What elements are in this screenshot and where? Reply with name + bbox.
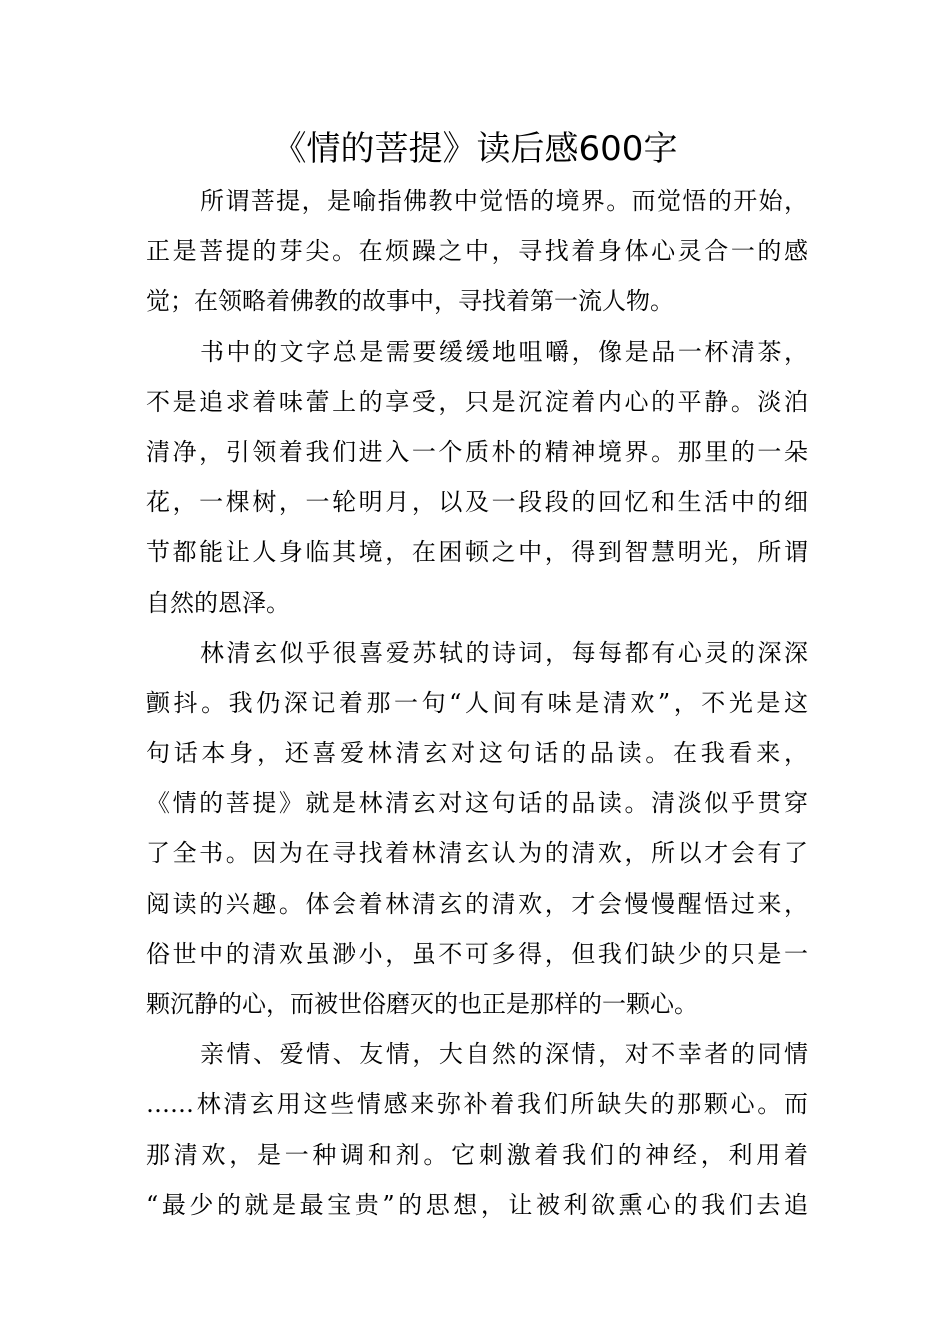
text-line: 颗沉静的心，而被世俗磨灭的也正是那样的一颗心。 <box>146 990 698 1018</box>
text-line: 自然的恩泽。 <box>146 588 290 617</box>
text-line: 节都能让人身临其境，在困顿之中，得到智慧明光，所谓 <box>146 538 808 567</box>
text-line: 《情的菩提》就是林清玄对这句话的品读。清淡似乎贯穿 <box>146 789 808 818</box>
text-line: 清净，引领着我们进入一个质朴的精神境界。那里的一朵 <box>146 437 808 466</box>
text-line: 觉；在领略着佛教的故事中，寻找着第一流人物。 <box>146 287 674 316</box>
text-line: 书中的文字总是需要缓缓地咀嚼，像是品一杯清茶， <box>200 337 808 366</box>
text-line: 句话本身，还喜爱林清玄对这句话的品读。在我看来， <box>146 739 808 768</box>
text-line: 颤抖。我仍深记着那一句“人间有味是清欢”，不光是这 <box>146 688 808 717</box>
text-line: 不是追求着味蕾上的享受，只是沉淀着内心的平静。淡泊 <box>146 387 808 416</box>
text-line: 那清欢，是一种调和剂。它刺激着我们的神经，利用着 <box>146 1140 808 1169</box>
document-body <box>146 176 808 1230</box>
text-line: 花，一棵树，一轮明月，以及一段段的回忆和生活中的细 <box>146 488 808 517</box>
text-line: 俗世中的清欢虽渺小，虽不可多得，但我们缺少的只是一 <box>146 939 808 968</box>
text-line: ……林清玄用这些情感来弥补着我们所缺失的那颗心。而 <box>146 1090 808 1119</box>
text-line: 所谓菩提，是喻指佛教中觉悟的境界。而觉悟的开始， <box>200 187 808 215</box>
text-line: 了全书。因为在寻找着林清玄认为的清欢，所以才会有了 <box>146 839 808 868</box>
text-line: 阅读的兴趣。体会着林清玄的清欢，才会慢慢醒悟过来， <box>146 889 808 918</box>
text-line: “最少的就是最宝贵”的思想，让被利欲熏心的我们去追 <box>146 1190 808 1219</box>
text-line: 亲情、爱情、友情，大自然的深情，对不幸者的同情 <box>200 1040 808 1069</box>
text-line: 正是菩提的芽尖。在烦躁之中，寻找着身体心灵合一的感 <box>146 237 808 266</box>
text-line: 林清玄似乎很喜爱苏轼的诗词，每每都有心灵的深深 <box>200 638 808 667</box>
document-title: 《情的菩提》读后感600字 <box>272 129 678 169</box>
